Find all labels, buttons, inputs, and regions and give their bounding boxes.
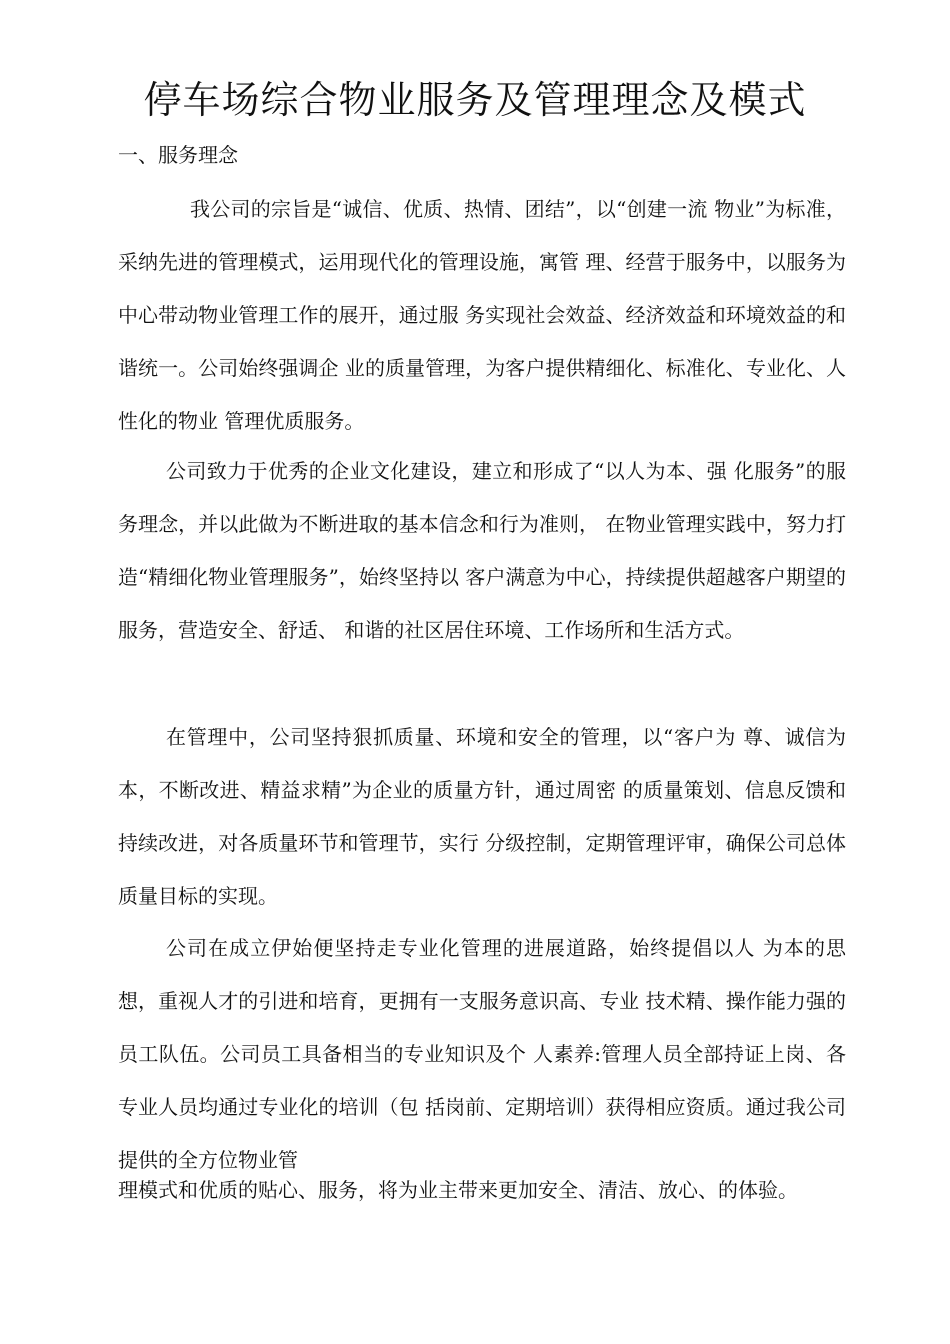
paragraph-service-purpose: 我公司的宗旨是“诚信、优质、热情、团结”，以“创建一流 物业”为标准，采纳先进的管理模式，运用现代化的管理设施，寓管 理、经营于服务中，以服务为中心带动物业管理工作的展开，通过服 务实现社会效益、经济效益和环境效益的和谐统一。公司始终强调企 业的质量管理，为客户提供精细化、标准化、专业化、人性化的物业 管理优质服务。 — [118, 197, 846, 433]
paragraph-corporate-culture: 公司致力于优秀的企业文化建设，建立和形成了“以人为本、强 化服务”的服务理念，并以此做为不断进取的基本信念和行为准则， 在物业管理实践中，努力打造“精细化物业管理服务”，始终坚持以 客户满意为中心，持续提供超越客户期望的服务，营造安全、舒适、 和谐的社区居住环境、工作场所和生活方式。 — [118, 459, 846, 642]
paragraph-professional-team: 公司在成立伊始便坚持走专业化管理的进展道路，始终提倡以人 为本的思想，重视人才的引进和培育，更拥有一支服务意识高、专业 技术精、操作能力强的员工队伍。公司员工具备相当的专业知识及个 人素养:管理人员全部持证上岗、各专业人员均通过专业化的培训（包 括岗前、定期培训）获得相应资质。通过我公司提供的全方位物业管 — [118, 936, 846, 1172]
paragraph-closing-line: 理模式和优质的贴心、服务，将为业主带来更加安全、清洁、放心、的体验。 — [118, 1178, 798, 1202]
section-heading: 一、服务理念 — [118, 143, 238, 167]
paragraph-quality-management: 在管理中，公司坚持狠抓质量、环境和安全的管理，以“客户为 尊、诚信为本，不断改进、精益求精”为企业的质量方针，通过周密 的质量策划、信息反馈和持续改进，对各质量环节和管理节，实行 分级控制，定期管理评审，确保公司总体质量目标的实现。 — [118, 725, 846, 908]
document-title: 停车场综合物业服务及管理理念及模式 — [143, 78, 807, 122]
